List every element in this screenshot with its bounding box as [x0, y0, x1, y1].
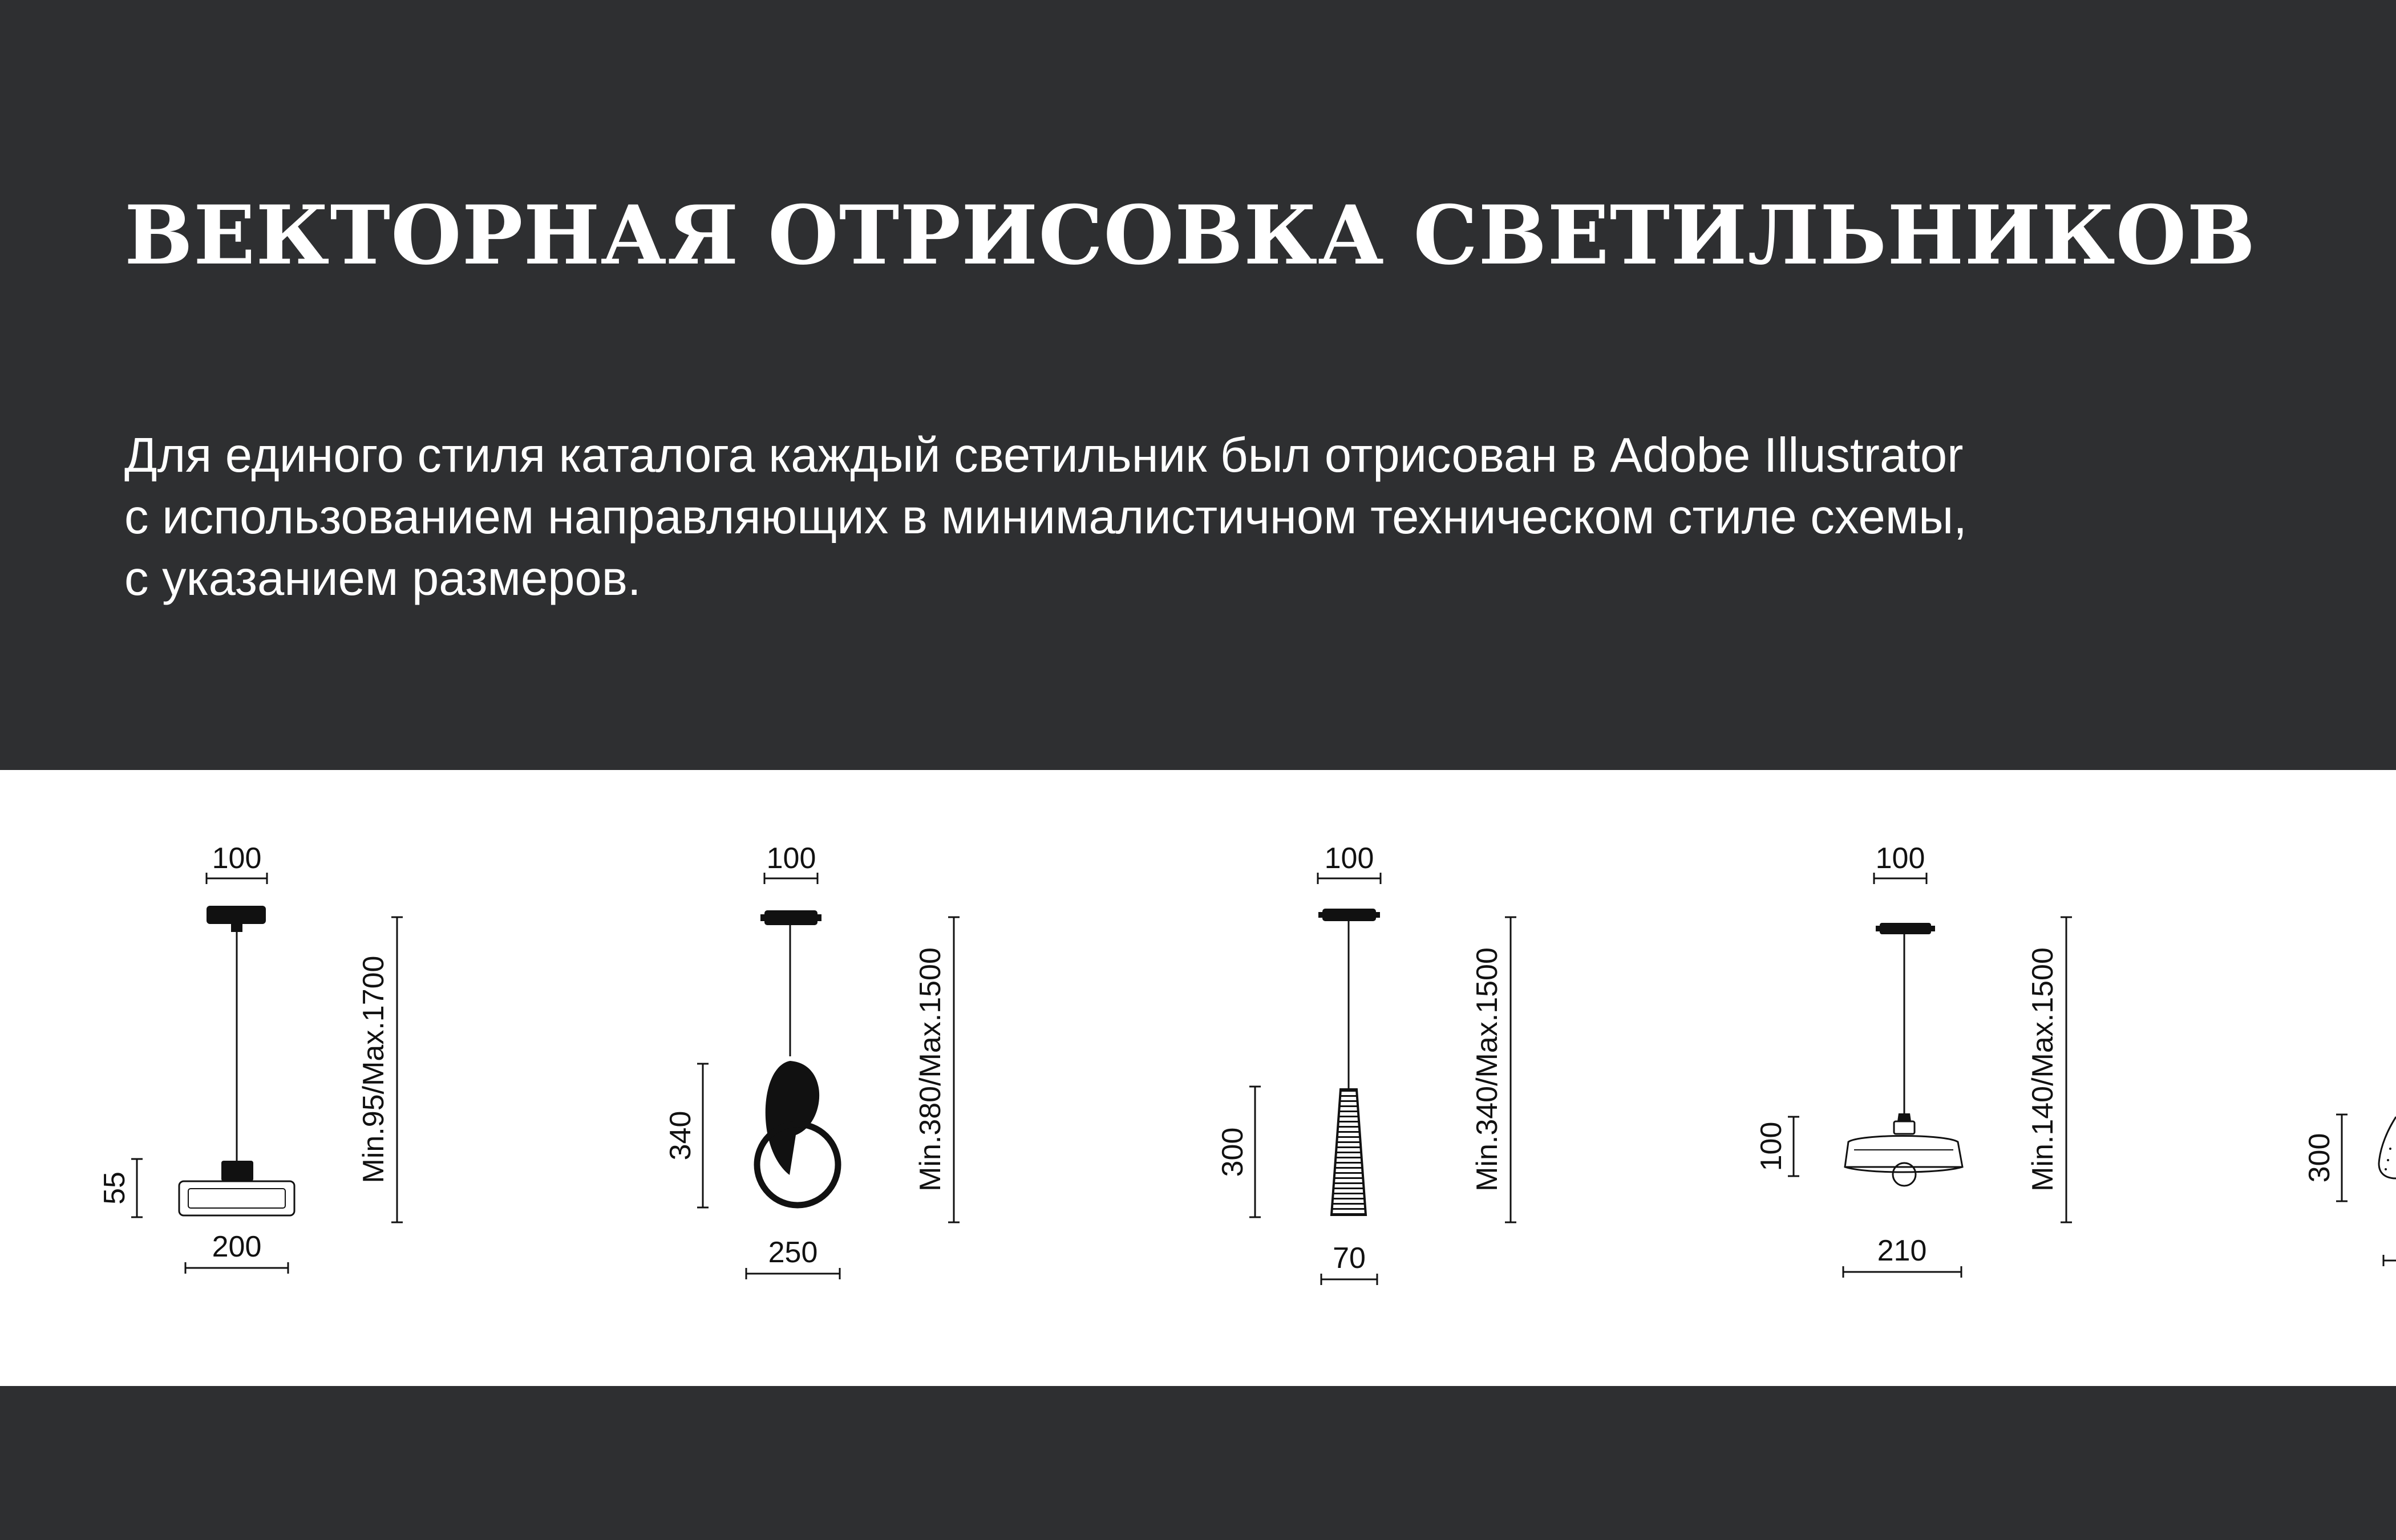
description — [124, 425, 1967, 610]
lamp-2-canopy — [764, 910, 817, 925]
lamp-1-top-dimension — [207, 842, 267, 884]
lamp-1-total-height: Min.95/Max.1700 — [357, 955, 390, 1184]
lamp-2-total-dimension — [914, 917, 960, 1222]
lamp-5-shade-edge — [2379, 1117, 2396, 1178]
lamp-2-total-height: Min.380/Max.1500 — [914, 947, 947, 1192]
lamp-1-canopy — [207, 906, 266, 924]
lamp-drawings-svg — [0, 770, 2396, 1386]
lamp-2-shade-height: 340 — [664, 1111, 697, 1161]
lamp-4 — [1755, 842, 2072, 1278]
lamp-5 — [2303, 1115, 2396, 1266]
lamp-5-shade-height: 300 — [2303, 1133, 2336, 1183]
lamp-3-top-width: 100 — [1324, 842, 1374, 875]
lamp-1-bottom-width: 200 — [212, 1230, 262, 1263]
lamp-3-total-height: Min.340/Max.1500 — [1471, 947, 1504, 1192]
lamp-3-canopy — [1322, 909, 1376, 921]
lamp-1-top-width: 100 — [212, 842, 262, 875]
lamp-3-shade-dimension — [1216, 1087, 1261, 1217]
lamp-1-bottom-dimension — [185, 1230, 288, 1274]
lamp-drawings-strip — [0, 770, 2396, 1386]
lamp-2 — [664, 842, 960, 1279]
lamp-5-shade-dimension — [2303, 1115, 2348, 1201]
lamp-4-canopy — [1880, 923, 1931, 934]
lamp-4-shade-height: 100 — [1755, 1121, 1788, 1172]
lamp-4-shade-dimension — [1755, 1117, 1799, 1176]
lamp-1-shade-dimension — [98, 1159, 143, 1217]
description-line-1: Для единого стиля каталога каждый светильник был отрисован в Adobe Illustrator — [124, 428, 1964, 483]
lamp-3-bottom-width: 70 — [1333, 1242, 1366, 1275]
footer-band — [0, 1386, 2396, 1540]
lamp-4-total-dimension — [2026, 917, 2072, 1222]
lamp-4-total-height: Min.140/Max.1500 — [2026, 947, 2059, 1192]
lamp-3-total-dimension — [1471, 917, 1516, 1222]
lamp-4-top-width: 100 — [1875, 842, 1925, 875]
lamp-2-ring — [757, 1124, 838, 1205]
lamp-1-shade — [179, 1181, 294, 1215]
lamp-1-total-dimension — [357, 917, 403, 1222]
lamp-3-shade-height: 300 — [1216, 1127, 1249, 1177]
lamp-2-bottom-width: 250 — [768, 1236, 818, 1269]
lamp-2-top-width: 100 — [766, 842, 816, 875]
lamp-4-bottom-width: 210 — [1877, 1234, 1927, 1267]
page-title: ВЕКТОРНАЯ ОТРИСОВКА СВЕТИЛЬНИКОВ — [124, 188, 2256, 283]
lamp-2-leaf — [766, 1061, 819, 1175]
description-line-3: с указанием размеров. — [124, 552, 641, 606]
lamp-3-bottom-dimension — [1321, 1242, 1377, 1285]
lamp-4-bottom-dimension — [1843, 1234, 1961, 1278]
lamp-1-shade-height: 55 — [98, 1172, 131, 1205]
lamp-1 — [98, 842, 403, 1274]
lamp-2-top-dimension — [764, 842, 817, 884]
lamp-2-bottom-dimension — [746, 1236, 840, 1279]
lamp-3 — [1216, 842, 1516, 1285]
lamp-3-cone-shade — [1331, 1089, 1366, 1215]
lamp-4-top-dimension — [1874, 842, 1926, 884]
lamp-3-top-dimension — [1318, 842, 1381, 884]
description-line-2: с использованием направляющих в минималистичном техническом стиле схемы, — [124, 490, 1967, 544]
lamp-2-shade-dimension — [664, 1064, 709, 1207]
